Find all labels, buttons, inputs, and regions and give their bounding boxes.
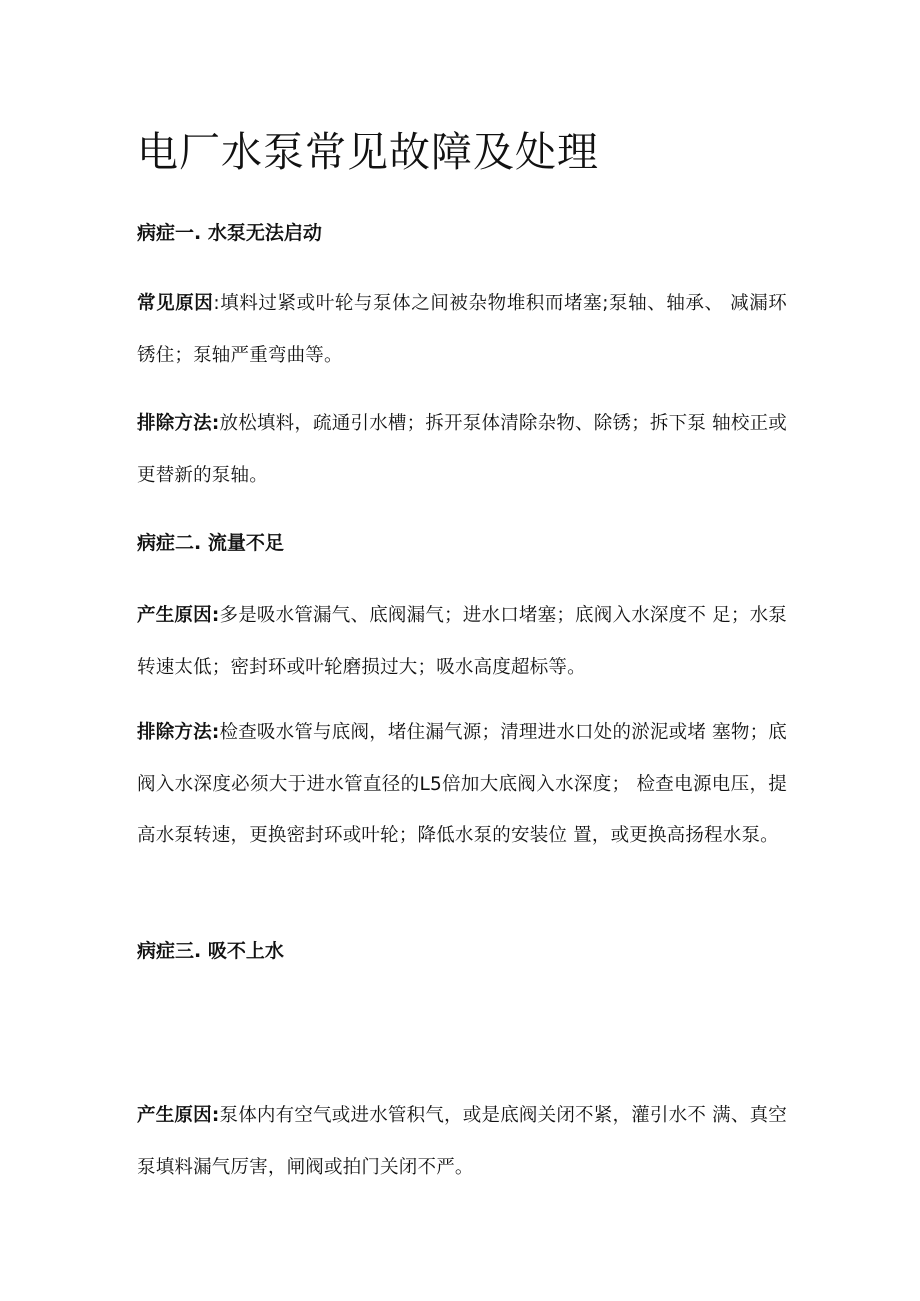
section-1-fix: [137, 398, 787, 501]
section-1-fix-text: 放松填料，疏通引水槽；拆开泵体清除杂物、除锈；拆下泵 轴校正或更替新的泵轴。: [137, 413, 787, 486]
section-3-cause: [137, 1090, 787, 1193]
section-2-fix-text: 检查吸水管与底阀，堵住漏气源；清理进水口处的淤泥或堵 塞物；底阀入水深度必须大于进水管直径的L5倍加大底阀入水深度； 检查电源电压，提高水泵转速，更换密封环或叶轮；降低水泵的安装位 置，或更换高扬程水泵。: [137, 722, 787, 846]
section-3-heading: 病症三. 吸不上水: [137, 940, 284, 962]
section-2-fix-label: 排除方法:: [137, 722, 220, 743]
section-1-heading: 病症一. 水泵无法启动: [137, 222, 322, 244]
section-2-fix: [137, 707, 787, 862]
section-3-cause-label: 产生原因:: [137, 1105, 220, 1126]
section-3-cause-text: 泵体内有空气或进水管积气，或是底阀关闭不紧，灌引水不 满、真空泵填料漏气厉害，闸阀或拍门关闭不严。: [137, 1105, 787, 1178]
section-1-cause-text: 填料过紧或叶轮与泵体之间被杂物堆积而堵塞;泵轴、轴承、 减漏环锈住；泵轴严重弯曲等。: [137, 293, 787, 366]
section-2-heading: 病症二. 流量不足: [137, 532, 284, 554]
section-1-cause-label: 常见原因: [137, 293, 214, 314]
section-2-cause-label: 产生原因:: [137, 605, 220, 626]
section-1-cause: [137, 278, 787, 381]
section-2-cause: [137, 590, 787, 693]
document-title: 电厂水泵常见故障及处理: [137, 128, 599, 176]
section-1-fix-label: 排除方法:: [137, 413, 220, 434]
section-2-cause-text: 多是吸水管漏气、底阀漏气；进水口堵塞；底阀入水深度不 足；水泵转速太低；密封环或叶轮磨损过大；吸水高度超标等。: [137, 605, 787, 678]
section-1-cause-separator: :: [213, 293, 220, 314]
